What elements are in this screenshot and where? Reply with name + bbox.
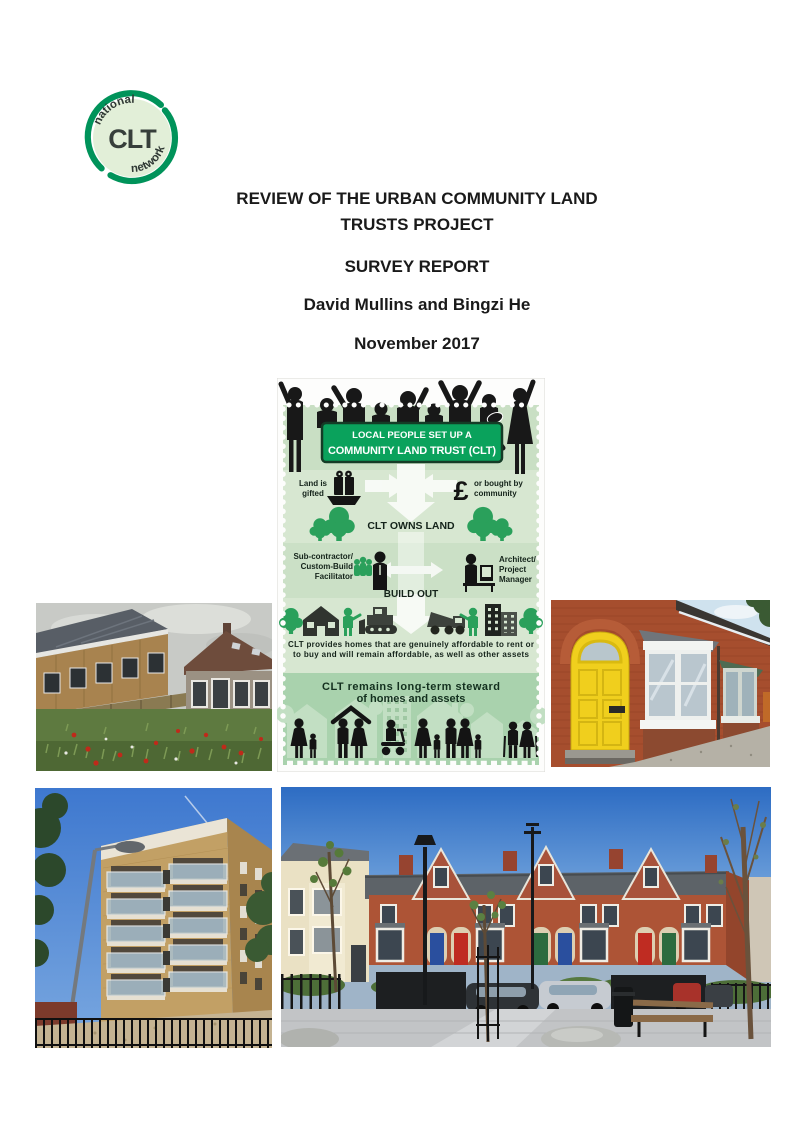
- steward-line2: of homes and assets: [356, 693, 466, 705]
- owns-land-label: CLT OWNS LAND: [367, 520, 455, 532]
- banner: [322, 423, 502, 462]
- photo-meadow-houses: [36, 603, 272, 771]
- paving: [281, 1009, 771, 1047]
- banner-line2: COMMUNITY LAND TRUST (CLT): [328, 445, 496, 457]
- balconies: [107, 858, 227, 1000]
- steward-line1: CLT remains long-term steward: [322, 681, 500, 693]
- report-authors: David Mullins and Bingzi He: [303, 295, 531, 314]
- gift-label-line2: gifted: [302, 489, 324, 498]
- photo-terrace-square: [281, 787, 771, 1047]
- grey-bay-window: [639, 630, 719, 762]
- provides-line2: to buy and will remain affordable, as well as other assets: [293, 650, 529, 659]
- clt-infographic: [277, 378, 545, 772]
- role-right-line2: Project: [499, 565, 527, 574]
- logo-text-national: national: [91, 93, 135, 127]
- banner-line1: LOCAL PEOPLE SET UP A: [352, 430, 472, 441]
- logo-text-network: network: [130, 144, 168, 176]
- build-out-label: BUILD OUT: [383, 589, 439, 600]
- role-right-line3: Manager: [499, 575, 532, 584]
- far-house: [749, 877, 771, 982]
- report-date: November 2017: [354, 334, 480, 353]
- role-left-line1: Sub-contractor/: [293, 552, 353, 561]
- role-left-line2: Custom-Build: [300, 562, 353, 571]
- pound-icon: £: [453, 476, 469, 506]
- title-block: [100, 186, 734, 357]
- photo-apartment-block: [35, 788, 272, 1048]
- buy-label-line1: or bought by: [474, 479, 523, 488]
- provides-line1: CLT provides homes that are genuinely affordable to rent or: [288, 640, 534, 649]
- yellow-door: [565, 624, 635, 764]
- role-right-line1: Architect/: [499, 555, 536, 564]
- report-type: SURVEY REPORT: [344, 257, 490, 276]
- photo-yellow-door: [551, 600, 770, 767]
- logo-text-clt: CLT: [108, 124, 156, 154]
- role-left-line3: Facilitator: [314, 572, 353, 581]
- clt-network-logo: [84, 90, 180, 186]
- buy-label-line2: community: [474, 489, 517, 498]
- meadow: [36, 709, 272, 771]
- door-number-plate: [609, 706, 625, 713]
- report-title-line2: TRUSTS PROJECT: [340, 215, 494, 234]
- gift-label-line1: Land is: [298, 479, 328, 488]
- report-title-line1: REVIEW OF THE URBAN COMMUNITY LAND: [236, 189, 598, 208]
- far-door: [763, 692, 770, 722]
